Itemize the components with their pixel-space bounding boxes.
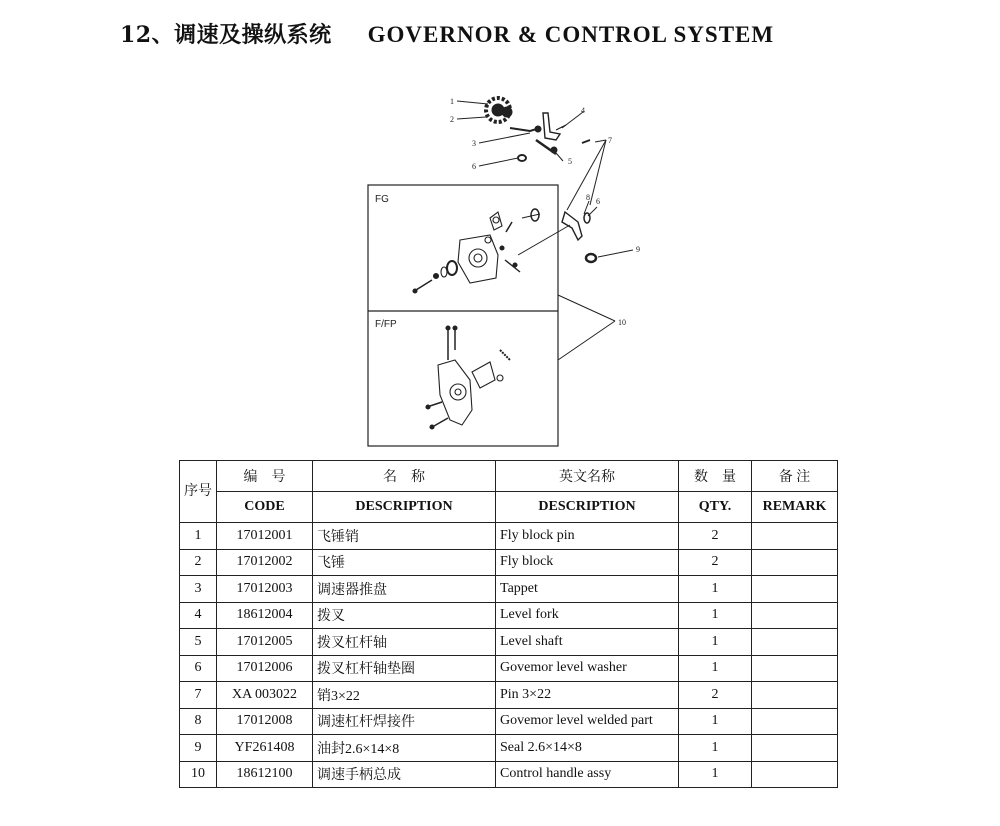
- header-no: 序号: [180, 461, 217, 523]
- cell-code: 17012008: [217, 708, 313, 735]
- cell-no: 3: [180, 576, 217, 603]
- fg-assembly: [413, 209, 540, 293]
- cell-name: 调速杠杆焊接件: [313, 708, 496, 735]
- cell-remark: [752, 655, 838, 682]
- cell-qty: 1: [679, 655, 752, 682]
- cell-no: 4: [180, 602, 217, 629]
- table-row: [180, 735, 838, 762]
- cell-desc: Level shaft: [496, 629, 679, 656]
- cell-name: 拨叉杠杆轴: [313, 629, 496, 656]
- cell-qty: 1: [679, 629, 752, 656]
- cell-remark: [752, 761, 838, 788]
- table-row: [180, 655, 838, 682]
- cell-remark: [752, 523, 838, 550]
- cell-no: 7: [180, 682, 217, 709]
- cell-desc: Govemor level welded part: [496, 708, 679, 735]
- cell-remark: [752, 576, 838, 603]
- cell-code: 18612100: [217, 761, 313, 788]
- cell-qty: 1: [679, 735, 752, 762]
- header-desc-en: DESCRIPTION: [496, 492, 679, 523]
- cell-remark: [752, 682, 838, 709]
- cell-code: XA 003022: [217, 682, 313, 709]
- title-zh: 12、调速及操纵系统: [120, 22, 332, 48]
- cell-name: 飞锤销: [313, 523, 496, 550]
- cell-remark: [752, 629, 838, 656]
- ffp-assembly: [426, 326, 510, 429]
- cell-name: 销3×22: [313, 682, 496, 709]
- cell-name: 油封2.6×14×8: [313, 735, 496, 762]
- cell-name: 拨叉杠杆轴垫圈: [313, 655, 496, 682]
- table-row: [180, 523, 838, 550]
- callout-1: 1: [450, 97, 454, 106]
- cell-qty: 2: [679, 682, 752, 709]
- header-desc-zh: 英文名称: [496, 461, 679, 492]
- table-row: [180, 576, 838, 603]
- cell-code: 17012006: [217, 655, 313, 682]
- cell-no: 6: [180, 655, 217, 682]
- cell-qty: 2: [679, 523, 752, 550]
- cell-name: 调速器推盘: [313, 576, 496, 603]
- cell-qty: 1: [679, 761, 752, 788]
- cell-qty: 1: [679, 708, 752, 735]
- callout-3: 3: [472, 139, 476, 148]
- header-code-zh: 编 号: [217, 461, 313, 492]
- cell-qty: 1: [679, 602, 752, 629]
- inset-label-fg: FG: [375, 194, 389, 205]
- header-remark-en: REMARK: [752, 492, 838, 523]
- cell-desc: Control handle assy: [496, 761, 679, 788]
- callout-7: 7: [608, 136, 612, 145]
- cell-remark: [752, 549, 838, 576]
- table-row: [180, 761, 838, 788]
- callout-5: 5: [568, 157, 572, 166]
- cell-desc: Level fork: [496, 602, 679, 629]
- table-row: [180, 708, 838, 735]
- callout-6: 6: [472, 162, 476, 171]
- callout-2: 2: [450, 115, 454, 124]
- cell-desc: Pin 3×22: [496, 682, 679, 709]
- cell-code: YF261408: [217, 735, 313, 762]
- cell-qty: 1: [679, 576, 752, 603]
- cell-name: 飞锤: [313, 549, 496, 576]
- callout-4: 4: [581, 106, 585, 115]
- header-qty-zh: 数 量: [679, 461, 752, 492]
- cell-desc: Fly block: [496, 549, 679, 576]
- cell-remark: [752, 602, 838, 629]
- table-row: [180, 602, 838, 629]
- cell-no: 8: [180, 708, 217, 735]
- cell-desc: Govemor level washer: [496, 655, 679, 682]
- table-row: [180, 629, 838, 656]
- cell-no: 2: [180, 549, 217, 576]
- callout-6b: 6: [596, 197, 600, 206]
- cell-no: 1: [180, 523, 217, 550]
- cell-remark: [752, 735, 838, 762]
- cell-code: 17012003: [217, 576, 313, 603]
- cell-desc: Seal 2.6×14×8: [496, 735, 679, 762]
- fly-block-gear: [486, 98, 512, 122]
- table-header-zh: [180, 461, 838, 492]
- header-remark-zh: 备 注: [752, 461, 838, 492]
- cell-name: 调速手柄总成: [313, 761, 496, 788]
- callout-10: 10: [618, 318, 626, 327]
- cell-code: 18612004: [217, 602, 313, 629]
- cell-code: 17012005: [217, 629, 313, 656]
- header-qty-en: QTY.: [679, 492, 752, 523]
- cell-desc: Tappet: [496, 576, 679, 603]
- callout-8: 8: [586, 193, 590, 202]
- cell-code: 17012001: [217, 523, 313, 550]
- cell-code: 17012002: [217, 549, 313, 576]
- callout-9: 9: [636, 245, 640, 254]
- table-row: [180, 682, 838, 709]
- table-header-en: [180, 492, 838, 523]
- header-name-en: DESCRIPTION: [313, 492, 496, 523]
- level-fork: [543, 113, 560, 140]
- header-name-zh: 名 称: [313, 461, 496, 492]
- title-en: GOVERNOR & CONTROL SYSTEM: [367, 22, 775, 47]
- cell-desc: Fly block pin: [496, 523, 679, 550]
- cell-qty: 2: [679, 549, 752, 576]
- cell-no: 9: [180, 735, 217, 762]
- table-row: [180, 549, 838, 576]
- welded-lever: [562, 212, 582, 240]
- cell-no: 10: [180, 761, 217, 788]
- parts-table: [179, 460, 838, 788]
- inset-label-ffp: F/FP: [375, 319, 397, 330]
- header-code-en: CODE: [217, 492, 313, 523]
- cell-name: 拨叉: [313, 602, 496, 629]
- cell-remark: [752, 708, 838, 735]
- cell-no: 5: [180, 629, 217, 656]
